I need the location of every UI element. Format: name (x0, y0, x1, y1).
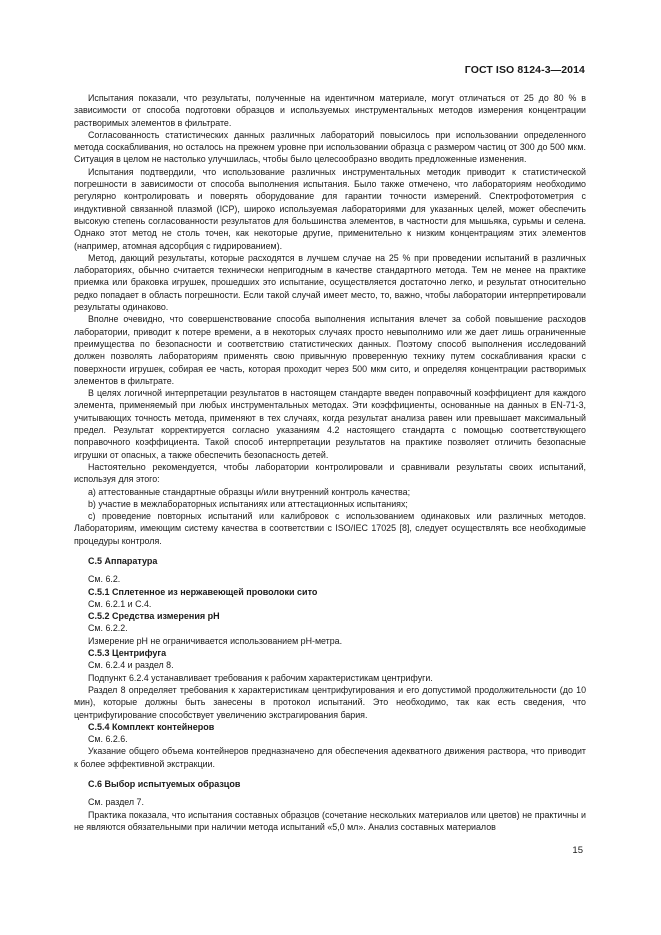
paragraph: Практика показала, что испытания составных образцов (сочетание нескольких материалов или цветов) не практичны и не являются обязательными при наличии метода испытаний «5,0 мл». Анализ составных материалов (74, 809, 586, 832)
section-heading-c51: С.5.1 Сплетенное из нержавеющей проволоки сито (88, 586, 318, 597)
paragraph: Испытания подтвердили, что использование различных инструментальных методик приводит к статистической погрешности в зависимости от способа выполнения испытания. Было также отмечено, что лабораториям необходимо регулярно контролировать и поверять оборудование для гарантии точности измерений. Спектрофотометрия с индуктивной связанной плазмой (ICP), широко используемая лабораториями для указанных целей, может обеспечить высокую степень согласованности результатов для большинства элементов, в частности для мышьяка, сурьмы и селена. Однако этот метод не столь точен, как некоторые другие, применительно к низким концентрациям этих элементов (например, атомная адсорбция с гидрированием). (74, 166, 586, 251)
section-heading-c5: С.5 Аппаратура (88, 555, 158, 566)
see-reference: См. 6.2.1 и С.4. (88, 598, 152, 609)
list-item: a) аттестованные стандартные образцы и/или внутренний контроль качества; (88, 486, 411, 497)
section-heading-c53: С.5.3 Центрифуга (88, 648, 167, 659)
document-body (74, 92, 586, 833)
paragraph: Настоятельно рекомендуется, чтобы лаборатории контролировали и сравнивали результаты своих испытаний, используя для этого: (74, 461, 586, 485)
paragraph: Вполне очевидно, что совершенствование способа выполнения испытания влечет за собой повышение расходов лаборатории, приводит к потере времени, а в некоторых случаях просто невыполнимо или же дает лишь ограниченные преимущества по безопасности и соответствию статистических данных. Поэтому способ выполнения исследований должен позволять лабораториям применять свою привычную проверенную технику путем соскабливания краски с поверхности игрушек, собирая ее часть, которая проходит через 500 мкм сито, и определяя концентрации растворимых элементов в фильтрате. (74, 314, 586, 386)
list-item: c) проведение повторных испытаний или калибровок с использованием одинаковых или различных методов. Лабораториям, имеющим систему качества в соответствии с ISO/IEC 17025 [8], следует осуществлять все необходимые процедуры контроля. (74, 511, 586, 546)
paragraph: Испытания показали, что результаты, полученные на идентичном материале, могут отличаться от 25 до 80 % в зависимости от способа подготовки образцов и используемых инструментальных методов измерения концентрации растворимых элементов в фильтрате. (74, 93, 586, 128)
paragraph: Подпункт 6.2.4 устанавливает требования к рабочим характеристикам центрифуги. (88, 672, 433, 683)
see-reference: См. раздел 7. (88, 797, 144, 808)
list-item: b) участие в межлабораторных испытаниях или аттестационных испытаниях; (88, 498, 408, 509)
page-number: 15 (572, 845, 583, 856)
paragraph: Метод, дающий результаты, которые расходятся в лучшем случае на 25 % при проведении испытаний в различных лабораториях, обычно считается технически непригодным в качестве стандартного метода. Тем не менее на практике приемка или браковка игрушек, прошедших это испытание, осуществляется достаточно легко, и результат относительно редко попадает в область погрешности. Если такой случай имеет место, то, важно, чтобы лаборатории интерпретировали результаты одинаково. (74, 252, 586, 313)
see-reference: См. 6.2.6. (88, 734, 128, 745)
paragraph: Измерение рН не ограничивается использованием рН-метра. (88, 635, 343, 646)
section-heading-c54: С.5.4 Комплект контейнеров (88, 721, 215, 732)
section-heading-c6: С.6 Выбор испытуемых образцов (88, 779, 241, 790)
standard-header: ГОСТ ISO 8124-3—2014 (464, 64, 585, 76)
paragraph: В целях логичной интерпретации результатов в настоящем стандарте введен поправочный коэффициент для каждого элемента, применяемый при любых инструментальных методах. Эти коэффициенты, основанные на данных в EN-71-3, учитывающих точность метода, применяют в тех случаях, когда результат анализа равен или превышает максимальный предел. Результат корректируется согласно указаниям 4.2 настоящего стандарта с помощью соответствующего поправочного коэффициента. Такой способ интерпретации результатов на практике позволяет отличить безопасные игрушки от опасных, а также обеспечить безопасность детей. (74, 388, 586, 460)
section-heading-c52: С.5.2 Средства измерения рН (88, 611, 220, 622)
paragraph: Раздел 8 определяет требования к характеристикам центрифугирования и его допустимой продолжительности (до 10 мин), которые должны быть занесены в протокол испытаний. Это необходимо, так как есть сведения, что центрифугирование способствует увеличению экстрагирования бария. (74, 684, 586, 720)
see-reference: См. 6.2. (88, 574, 121, 585)
paragraph: Указание общего объема контейнеров предназначено для обеспечения адекватного движения раствора, что приводит к более эффективной экстракции. (74, 746, 586, 769)
see-reference: См. 6.2.4 и раздел 8. (88, 660, 174, 671)
paragraph: Согласованность статистических данных различных лабораторий повысилось при использовании определенного метода соскабливания, но осталось на прежнем уровне при использовании образца с размером частиц от 300 до 500 мкм. Ситуация в целом не настолько улучшилась, чтобы было целесообразно вводить предложенные изменения. (74, 129, 586, 165)
see-reference: См. 6.2.2. (88, 623, 128, 634)
